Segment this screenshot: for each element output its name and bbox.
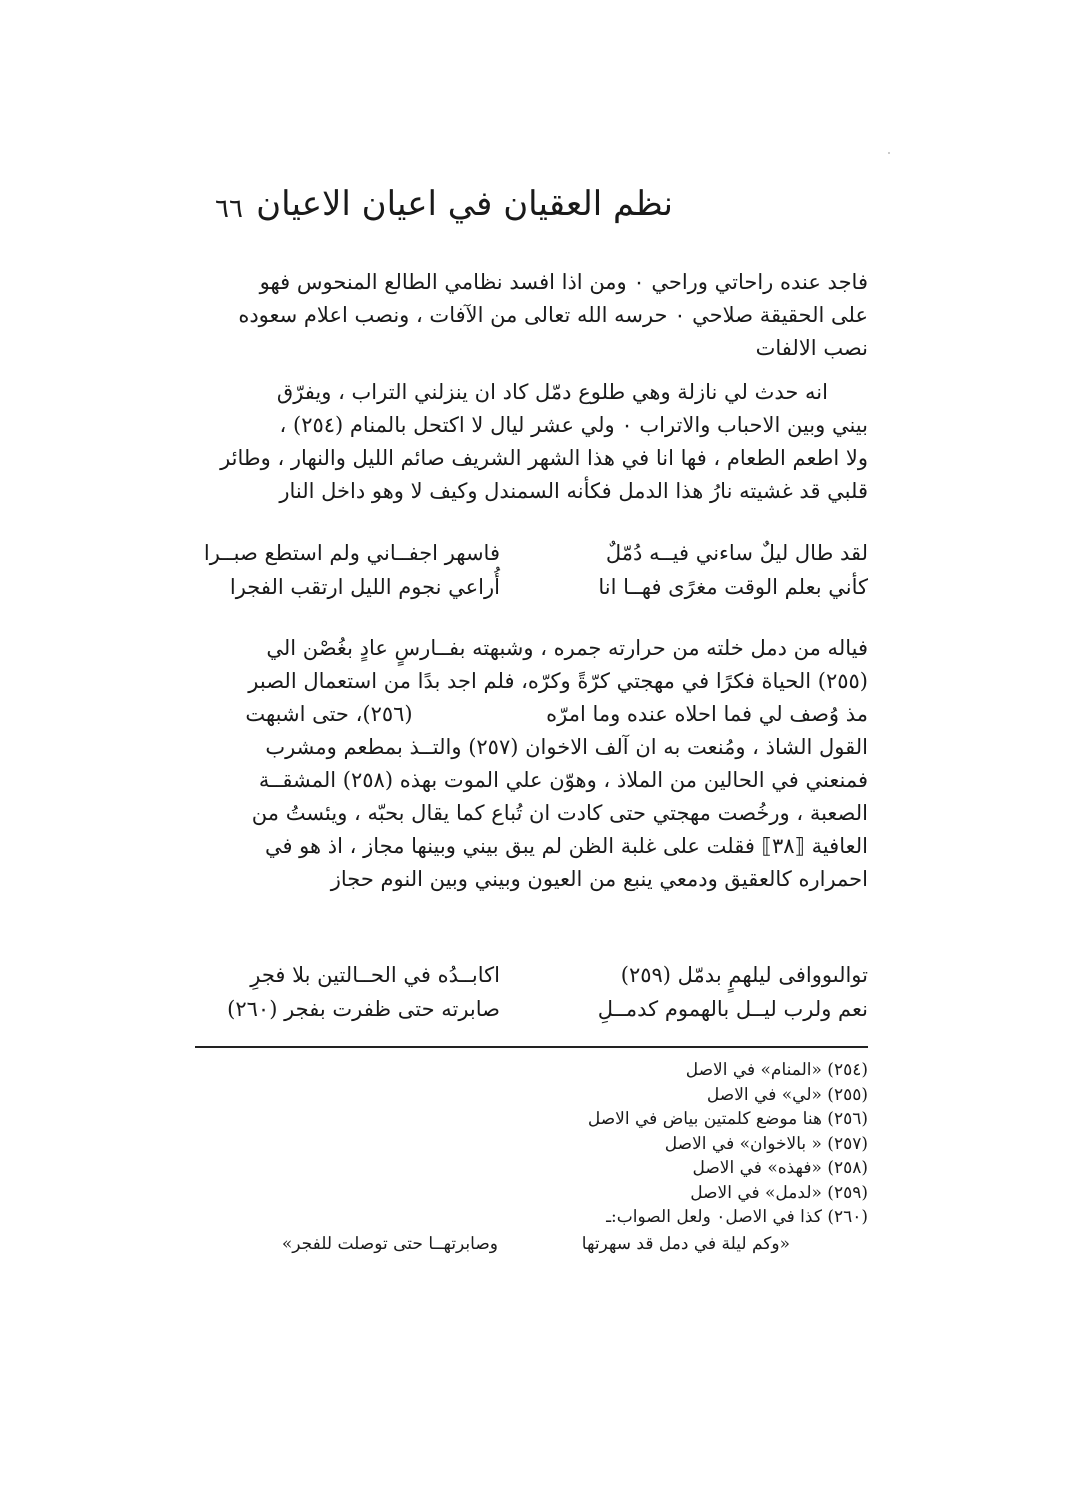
paragraph-1 xyxy=(195,266,868,365)
verse-second-hemistich: صابرته حتى ظفرت بفجر (٢٦٠) xyxy=(227,997,500,1021)
footnote-item: (٢٥٤) «المنام» في الاصل xyxy=(685,1060,868,1080)
footnote-item: (٢٥٧) « بالاخوان» في الاصل xyxy=(664,1133,868,1154)
footnote-verse xyxy=(195,1230,868,1258)
verse-second-hemistich: اكابــدُه في الحــالتين بلا فجرِ xyxy=(250,963,500,987)
text-line: مذ وُصف لي فما احلاه عنده وما امرّه (٢٥٦)، حتى اشبهت xyxy=(245,702,868,726)
text-line: ولا اطعم الطعام ، فها انا في هذا الشهر الشريف صائم الليل والنهار ، وطائر xyxy=(220,446,868,470)
footnote-item: (٢٥٦) هنا موضع كلمتين بياض في الاصل xyxy=(587,1109,868,1129)
verse-first-hemistich: لقد طال ليلٌ ساءني فيــه دُمّلٌ xyxy=(605,541,868,565)
verse-line xyxy=(195,958,868,992)
paragraph-3 xyxy=(195,632,868,896)
scan-speck xyxy=(888,152,890,154)
text-line: فمنعني في الحالين من الملاذ ، وهوّن علي الموت بهذه (٢٥٨) المشقــة xyxy=(258,768,868,792)
footnote-verse-first: «وكم ليلة في دمل قد سهرتها xyxy=(581,1233,790,1254)
text-line: نصب الالفات xyxy=(755,336,868,360)
poem-verse-2 xyxy=(195,958,868,1026)
footnote-item: (٢٥٨) «فهذه» في الاصل xyxy=(692,1158,868,1178)
poem-verse-1 xyxy=(195,536,868,604)
verse-first-hemistich: نعم ولرب ليــل بالهموم كدمــلِ xyxy=(597,997,868,1021)
verse-first-hemistich: توالىووافى ليلهمٍ بدمّل (٢٥٩) xyxy=(620,963,868,987)
text-line: فياله من دمل خلته من حرارته جمره ، وشبهته بفــارسٍ عادٍ بغُصْن الي xyxy=(266,636,868,660)
page-number: ٦٦ xyxy=(215,194,243,224)
footnote-item: (٢٥٩) «لدمل» في الاصل xyxy=(690,1182,868,1203)
page-header xyxy=(215,180,868,240)
text-line: على الحقيقة صلاحي ٠ حرسه الله تعالى من الآفات ، ونصب اعلام سعوده xyxy=(238,303,868,327)
verse-line xyxy=(195,992,868,1026)
text-line: (٢٥٥) الحياة فكرًا في مهجتي كرّةً وكرّه، فلم اجد بدًا من استعمال الصبر xyxy=(248,669,868,693)
footnote-item: (٢٥٥) «لي» في الاصل xyxy=(706,1084,868,1105)
footnote-verse-second: وصابرتهــا حتى توصلت للفجر» xyxy=(281,1233,498,1254)
text-line: القول الشاذ ، ومُنعت به ان آلف الاخوان (٢٥٧) والتــذ بمطعم ومشرب xyxy=(265,735,868,759)
running-title: نظم العقيان في اعيان الاعيان xyxy=(256,184,673,224)
verse-line xyxy=(195,536,868,570)
text-line: فاجد عنده راحاتي وراحي ٠ ومن اذا افسد نظامي الطالع المنحوس فهو xyxy=(259,270,868,294)
text-line: بيني وبين الاحباب والاتراب ٠ ولي عشر ليال لا اكتحل بالمنام (٢٥٤) ، xyxy=(279,413,868,437)
verse-second-hemistich: أُراعي نجوم الليل ارتقب الفجرا xyxy=(229,575,500,599)
text-line: الصعبة ، ورخُصت مهجتي حتى كادت ان تُباع كما يقال بحبّه ، ويئستُ من xyxy=(251,801,868,825)
paragraph-2 xyxy=(195,376,868,508)
footnotes xyxy=(195,1058,868,1258)
footnote-divider xyxy=(195,1046,868,1048)
verse-second-hemistich: فاسهر اجفــاني ولم استطع صبــرا xyxy=(203,541,500,565)
verse-first-hemistich: كأني بعلم الوقت مغرًى فهــا انا xyxy=(598,575,868,599)
text-line: احمراره كالعقيق ودمعي ينبع من العيون وبيني وبين النوم حجاز xyxy=(330,867,868,891)
text-line: قلبي قد غشيته نارُ هذا الدمل فكأنه السمندل وكيف لا وهو داخل النار xyxy=(279,479,868,503)
text-line: انه حدث لي نازلة وهي طلوع دمّل كاد ان ينزلني التراب ، ويفرّق xyxy=(276,380,828,404)
footnote-item: (٢٦٠) كذا في الاصل٠ ولعل الصواب:ـ xyxy=(606,1207,868,1227)
verse-line xyxy=(195,570,868,604)
text-line: العافية ⟦٣٨⟧ فقلت على غلبة الظن لم يبق بيني وبينها مجاز ، اذ هو في xyxy=(264,834,868,858)
